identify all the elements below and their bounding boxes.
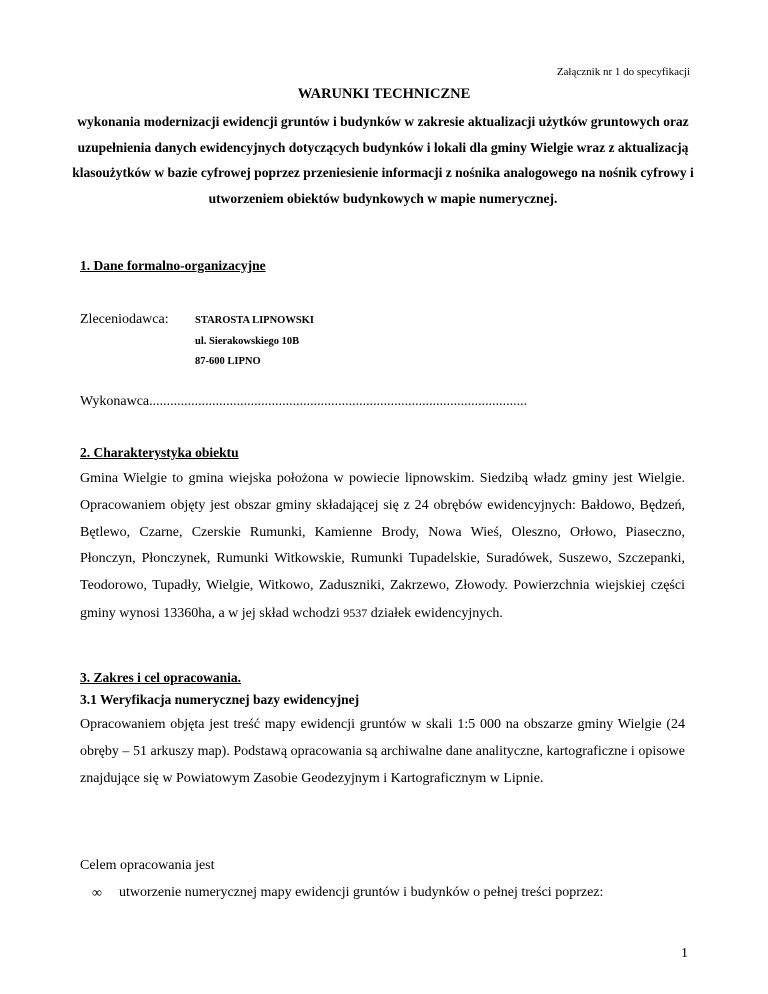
client-label: Zleceniodawca: [80, 312, 169, 327]
goal-intro: Celem opracowania jest [80, 858, 215, 873]
infinity-bullet-icon: ∞ [92, 886, 102, 901]
section-1-heading: 1. Dane formalno-organizacyjne [80, 258, 266, 273]
client-city: 87-600 LIPNO [195, 356, 261, 367]
annex-note: Załącznik nr 1 do specyfikacji [556, 66, 690, 78]
section-3-1-heading: 3.1 Weryfikacja numerycznej bazy ewidencyjnej [80, 692, 360, 707]
contractor-line: Wykonawca............................................................................................................ [80, 394, 528, 409]
parcels-text: działek ewidencyjnych. [367, 605, 503, 621]
page-number: 1 [681, 946, 688, 961]
section-2-heading: 2. Charakterystyka obiektu [80, 445, 239, 460]
document-subtitle: wykonania modernizacji ewidencji gruntów i budynków w zakresie aktualizacji użytków gruntowych oraz uzupełnienia danych ewidencyjnych dotyczących budynków i lokali dla gminy Wielgie wraz z aktualizacją klasoużytków w bazie cyfrowej poprzez przeniesienie informacji z nośnika analogowego na nośnik cyfrowy i utworzeniem obiektów budynkowych w mapie numerycznej. [72, 114, 694, 206]
client-name: STAROSTA LIPNOWSKI [195, 315, 314, 326]
bullet-item: utworzenie numerycznej mapy ewidencji gruntów i budynków o pełnej treści poprzez: [119, 885, 604, 900]
section-3-heading: 3. Zakres i cel opracowania. [80, 670, 241, 685]
section-3-1-text: Opracowaniem objęta jest treść mapy ewidencji gruntów w skali 1:5 000 na obszarze gminy Wielgie (24 obręby – 51 arkuszy map). Podstawą opracowania są archiwalne dane analityczne, kartograficzne i opisowe znajdujące się w Powiatowym Zasobie Geodezyjnym i Kartograficznym w Lipnie. [80, 717, 685, 786]
parcels-number: 9537 [343, 605, 368, 620]
document-title: WARUNKI TECHNICZNE [297, 86, 471, 102]
client-street: ul. Sierakowskiego 10B [195, 336, 300, 347]
section-2-body: Gmina Wielgie to gmina wiejska położona w powiecie lipnowskim. Siedzibą władz gminy jest Wielgie. Opracowaniem objęty jest obszar gminy składającej się z 24 obrębów ewidencyjnych: Bałdowo, Będzeń, Bętlewo, Czarne, Czerskie Rumunki, Kamienne Brody, Nowa Wieś, Oleszno, Orłowo, Piaseczno, Płonczyn, Płonczynek, Rumunki Witkowskie, Rumunki Tupadelskie, Suradówek, Suszewo, Szczepanki, Teodorowo, Tupadły, Wielgie, Witkowo, Zadusznіki, Zakrzewo, Złowody. Powierzchnia wiejskiej części gminy wynosi 13360ha, a w jej skład wchodzi [80, 471, 685, 621]
section-2-text [80, 466, 685, 628]
